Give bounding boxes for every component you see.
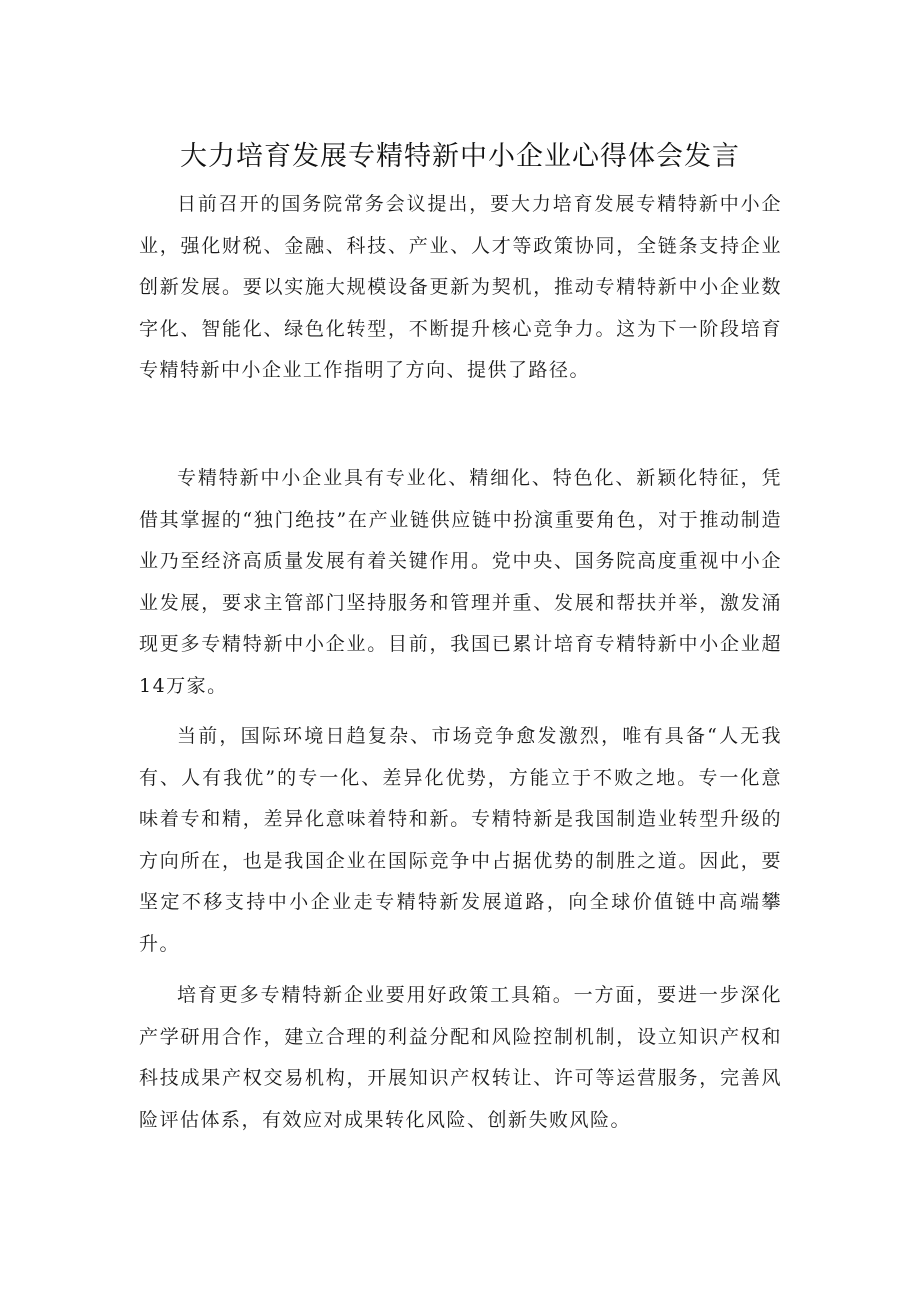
- paragraph-3: 当前，国际环境日趋复杂、市场竞争愈发激烈，唯有具备“人无我有、人有我优”的专一化、差异化优势，方能立于不败之地。专一化意味着专和精，差异化意味着特和新。专精特新是我国制造业转型升级的方向所在，也是我国企业在国际竞争中占据优势的制胜之道。因此，要坚定不移支持中小企业走专精特新发展道路，向全球价值链中高端攀升。: [139, 725, 782, 955]
- paragraph-1: 日前召开的国务院常务会议提出，要大力培育发展专精特新中小企业，强化财税、金融、科技、产业、人才等政策协同，全链条支持企业创新发展。要以实施大规模设备更新为契机，推动专精特新中小企业数字化、智能化、绿色化转型，不断提升核心竞争力。这为下一阶段培育专精特新中小企业工作指明了方向、提供了路径。: [139, 193, 782, 382]
- paragraph-4: 培育更多专精特新企业要用好政策工具箱。一方面，要进一步深化产学研用合作，建立合理的利益分配和风险控制机制，设立知识产权和科技成果产权交易机构，开展知识产权转让、许可等运营服务，完善风险评估体系，有效应对成果转化风险、创新失败风险。: [139, 984, 782, 1131]
- document-title: 大力培育发展专精特新中小企业心得体会发言: [180, 141, 740, 172]
- paragraph-2: 专精特新中小企业具有专业化、精细化、特色化、新颖化特征，凭借其掌握的“独门绝技”在产业链供应链中扮演重要角色，对于推动制造业乃至经济高质量发展有着关键作用。党中央、国务院高度重视中小企业发展，要求主管部门坚持服务和管理并重、发展和帮扶并举，激发涌现更多专精特新中小企业。目前，我国已累计培育专精特新中小企业超14万家。: [139, 467, 782, 697]
